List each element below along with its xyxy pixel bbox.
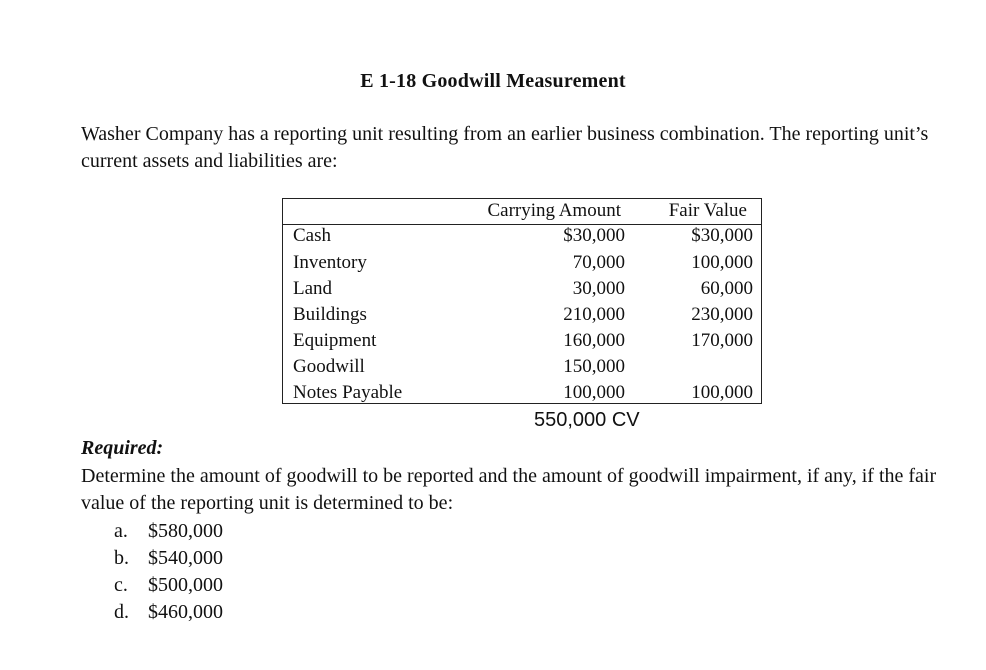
row-carrying: 100,000 (563, 382, 625, 403)
list-item (114, 545, 223, 572)
row-carrying: 30,000 (572, 278, 625, 299)
balance-table (282, 198, 762, 404)
options-list (114, 518, 223, 626)
row-fair: $30,000 (691, 225, 753, 246)
table-row (283, 252, 761, 278)
option-value: $500,000 (148, 574, 223, 596)
option-value: $460,000 (148, 601, 223, 623)
option-value: $540,000 (148, 547, 223, 569)
row-carrying: 210,000 (563, 304, 625, 325)
option-letter: d. (114, 601, 129, 623)
table-row (283, 356, 761, 382)
row-account: Inventory (293, 252, 367, 273)
table-row (283, 330, 761, 356)
row-carrying: $30,000 (563, 225, 625, 246)
row-account: Buildings (293, 304, 367, 325)
row-carrying: 150,000 (563, 356, 625, 377)
required-text: Determine the amount of goodwill to be reported and the amount of goodwill impairment, if any, if the fair value of the reporting unit is determined to be: (81, 465, 937, 514)
list-item (114, 518, 223, 545)
intro-paragraph: Washer Company has a reporting unit resulting from an earlier business combination. The reporting unit’s current assets and liabilities are: (81, 123, 929, 172)
row-account: Land (293, 278, 333, 299)
header-carrying-amount: Carrying Amount (487, 200, 621, 221)
table-row (283, 225, 761, 251)
option-letter: a. (114, 520, 128, 542)
row-fair: 170,000 (691, 330, 753, 351)
row-account: Equipment (293, 330, 377, 351)
table-row (283, 278, 761, 304)
list-item (114, 599, 223, 626)
row-account: Goodwill (293, 356, 365, 377)
cv-annotation: 550,000 CV (534, 409, 640, 431)
row-carrying: 70,000 (572, 252, 625, 273)
header-fair-value: Fair Value (668, 200, 747, 221)
row-fair: 100,000 (691, 382, 753, 403)
option-letter: c. (114, 574, 128, 596)
option-value: $580,000 (148, 520, 223, 542)
row-carrying: 160,000 (563, 330, 625, 351)
option-letter: b. (114, 547, 129, 569)
table-header (283, 199, 761, 225)
required-heading: Required: (81, 437, 164, 459)
exercise-title: E 1-18 Goodwill Measurement (360, 70, 626, 92)
row-account: Cash (293, 225, 331, 246)
row-fair: 230,000 (691, 304, 753, 325)
row-fair: 100,000 (691, 252, 753, 273)
row-account: Notes Payable (293, 382, 403, 403)
list-item (114, 572, 223, 599)
table-row (283, 304, 761, 330)
row-fair: 60,000 (700, 278, 753, 299)
table-row (283, 382, 761, 408)
